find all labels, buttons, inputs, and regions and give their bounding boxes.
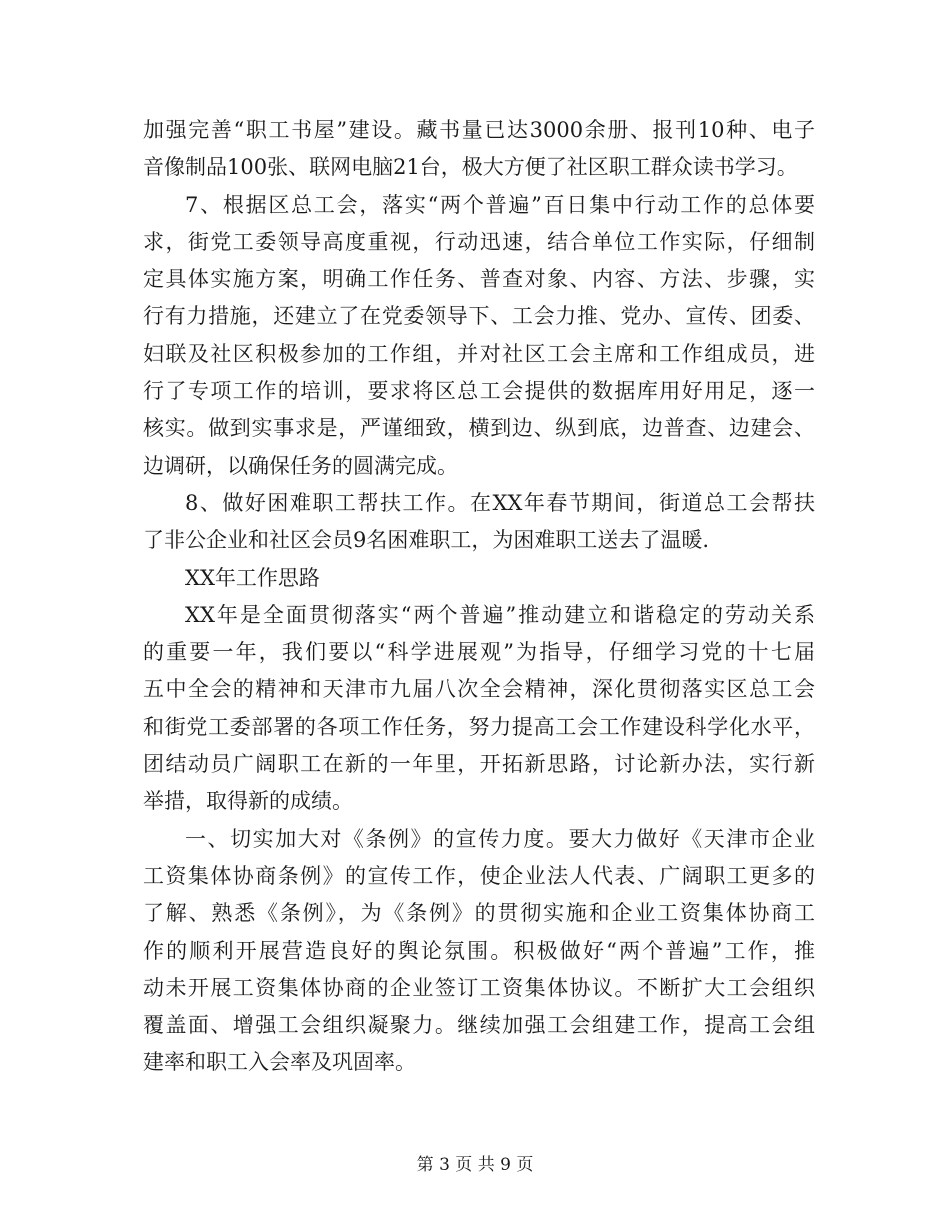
text-line: 核实。做到实事求是，严谨细致，横到边、纵到底，边普查、边建会、 xyxy=(143,416,815,441)
text-line: 团结动员广阔职工在新的一年里，开拓新思路，讨论新办法，实行新 xyxy=(143,752,815,777)
text-line: 7、根据区总工会，落实“两个普遍”百日集中行动工作的总体要 xyxy=(185,192,815,217)
text-line: 行了专项工作的培训，要求将区总工会提供的数据库用好用足，逐一 xyxy=(143,379,815,404)
text-line: 8、做好困难职工帮扶工作。在XX年春节期间，街道总工会帮扶 xyxy=(185,490,815,515)
text-line: 工资集体协商条例》的宣传工作，使企业法人代表、广阔职工更多的 xyxy=(143,863,815,888)
text-line: 和街党工委部署的各项工作任务，努力提高工会工作建设科学化水平， xyxy=(143,714,815,739)
text-line: 作的顺利开展营造良好的舆论氛围。积极做好“两个普遍”工作，推 xyxy=(143,938,815,963)
text-line: 覆盖面、增强工会组织凝聚力。继续加强工会组建工作，提高工会组 xyxy=(143,1013,815,1038)
text-line: 了解、熟悉《条例》，为《条例》的贯彻实施和企业工资集体协商工 xyxy=(143,901,815,926)
text-line: 求，街党工委领导高度重视，行动迅速，结合单位工作实际，仔细制 xyxy=(143,229,815,254)
document-body xyxy=(143,112,815,1082)
text-line: 的重要一年，我们要以“科学进展观”为指导，仔细学习党的十七届 xyxy=(143,640,815,665)
text-line: 妇联及社区积极参加的工作组，并对社区工会主席和工作组成员，进 xyxy=(143,341,815,366)
page-number-footer: 第 3 页 共 9 页 xyxy=(416,1155,534,1175)
text-line: 定具体实施方案，明确工作任务、普查对象、内容、方法、步骤，实 xyxy=(143,267,815,292)
text-line: 建率和职工入会率及巩固率。 xyxy=(143,1050,416,1075)
section-heading: XX年工作思路 xyxy=(185,565,320,590)
text-line: 行有力措施，还建立了在党委领导下、工会力推、党办、宣传、团委、 xyxy=(143,304,815,329)
text-line: 边调研，以确保任务的圆满完成。 xyxy=(143,453,458,478)
text-line: 五中全会的精神和天津市九届八次全会精神，深化贯彻落实区总工会 xyxy=(143,677,815,702)
text-line: 举措，取得新的成绩。 xyxy=(143,789,353,814)
text-line: 音像制品100张、联网电脑21台，极大方便了社区职工群众读书学习。 xyxy=(143,155,798,180)
text-line: XX年是全面贯彻落实“两个普遍”推动建立和谐稳定的劳动关系 xyxy=(185,602,815,627)
text-line: 了非公企业和社区会员9名困难职工，为困难职工送去了温暖. xyxy=(143,528,710,553)
text-line: 动未开展工资集体协商的企业签订工资集体协议。不断扩大工会组织 xyxy=(143,975,815,1000)
text-line: 一、切实加大对《条例》的宣传力度。要大力做好《天津市企业 xyxy=(185,826,815,851)
text-line: 加强完善“职工书屋”建设。藏书量已达3000余册、报刊10种、电子 xyxy=(143,118,815,142)
